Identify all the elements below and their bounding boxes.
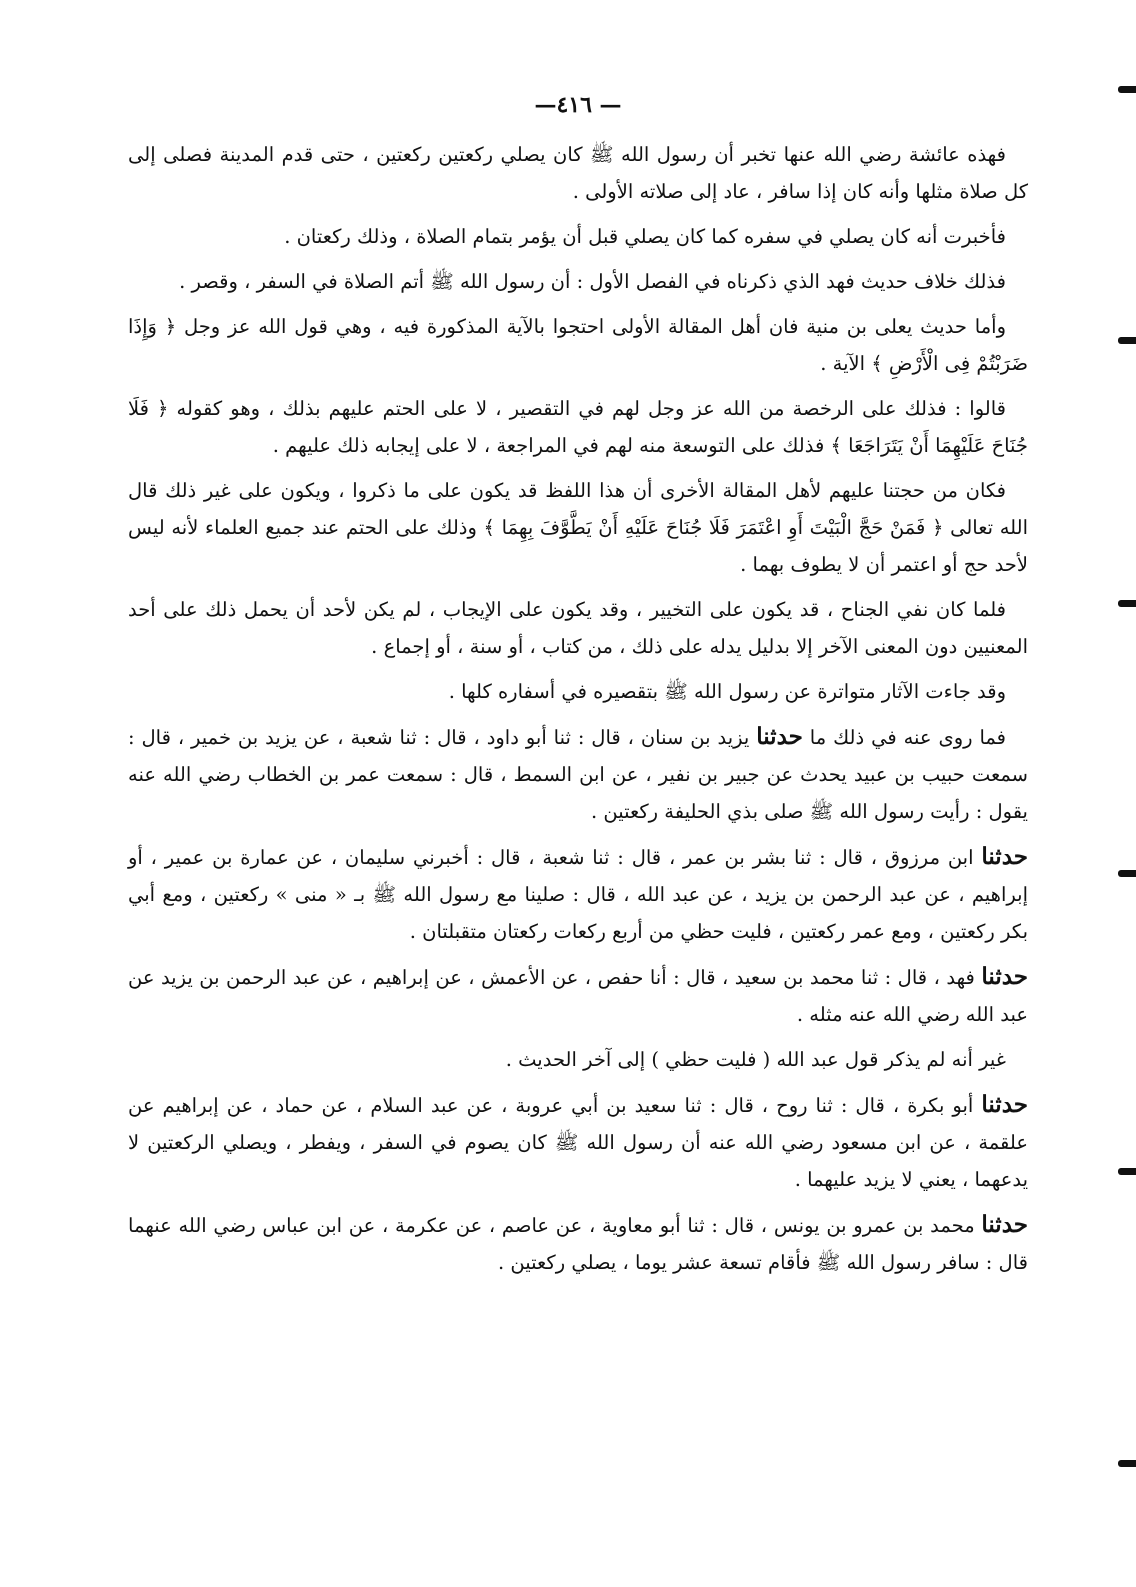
paragraph-9	[128, 718, 1028, 830]
paragraph-13	[128, 1086, 1028, 1198]
paragraph-14	[128, 1206, 1028, 1281]
paragraph-8	[128, 673, 1028, 710]
scan-edge-mark	[1118, 86, 1136, 93]
book-page	[128, 92, 1028, 1547]
paragraph-10	[128, 838, 1028, 950]
paragraph-text: وأما حديث يعلى بن منية فان أهل المقالة الأولى احتجوا بالآية المذكورة فيه ، وهي قول الله عز وجل ﴿ وَإِذَا ضَرَبْتُمْ فِى الْأَرْضِ ﴾ الآية .	[128, 315, 1028, 375]
paragraph-text: يزيد بن سنان ، قال : ثنا أبو داود ، قال : ثنا شعبة ، عن يزيد بن خمير ، قال : سمعت حبيب بن عبيد يحدث عن جبير بن نفير ، عن ابن السمط ، قال : سمعت عمر بن الخطاب رضي الله عنه يقول : رأيت رسول الله ﷺ صلى بذي الحليفة ركعتين .	[128, 726, 1028, 823]
paragraph-6	[128, 472, 1028, 583]
paragraph-text: أبو بكرة ، قال : ثنا روح ، قال : ثنا سعيد بن أبي عروبة ، عن عبد السلام ، عن حماد ، عن إبراهيم عن علقمة ، عن ابن مسعود رضي الله عنه أن رسول الله ﷺ كان يصوم في السفر ، ويفطر ، ويصلي الركعتين لا يدعهما ، يعني لا يزيد عليهما .	[128, 1094, 1028, 1191]
hadith-lead-word: حدثنا	[981, 963, 1029, 990]
paragraph-text: قالوا : فذلك على الرخصة من الله عز وجل لهم في التقصير ، لا على الحتم عليهم بذلك ، وهو كقوله ﴿ فَلَا جُنَاحَ عَلَيْهِمَا أَنْ يَتَرَاجَعَا ﴾ فذلك على التوسعة منه لهم في المراجعة ، لا على إيجابه ذلك عليهم .	[128, 397, 1028, 457]
paragraph-12	[128, 1041, 1028, 1078]
paragraph-3	[128, 263, 1028, 300]
hadith-lead-word: حدثنا	[981, 1091, 1028, 1118]
scan-edge-mark	[1118, 870, 1136, 877]
paragraph-text: فذلك خلاف حديث فهد الذي ذكرناه في الفصل الأول : أن رسول الله ﷺ أتم الصلاة في السفر ، وقصر .	[179, 270, 1006, 293]
paragraph-4	[128, 308, 1028, 382]
paragraph-text: فكان من حجتنا عليهم لأهل المقالة الأخرى أن هذا اللفظ قد يكون على ما ذكروا ، ويكون على غير ذلك قال الله تعالى ﴿ فَمَنْ حَجَّ الْبَيْتَ أَوِ اعْتَمَرَ فَلَا جُنَاحَ عَلَيْهِ أَنْ يَطَّوَّفَ بِهِمَا ﴾ وذلك على الحتم عند جميع العلماء لأنه ليس لأحد حج أو اعتمر أن لا يطوف بهما .	[128, 479, 1028, 576]
paragraph-text: فلما كان نفي الجناح ، قد يكون على التخيير ، وقد يكون على الإيجاب ، لم يكن لأحد أن يحمل ذلك على أحد المعنيين دون المعنى الآخر إلا بدليل يدله على ذلك ، من كتاب ، أو سنة ، أو إجماع .	[128, 598, 1028, 658]
paragraph-text: فهد ، قال : ثنا محمد بن سعيد ، قال : أنا حفص ، عن الأعمش ، عن إبراهيم ، عن عبد الرحمن بن يزيد عن عبد الله رضي الله عنه مثله .	[128, 966, 1028, 1026]
paragraph-11	[128, 958, 1028, 1033]
paragraph-5	[128, 390, 1028, 464]
paragraph-text: غير أنه لم يذكر قول عبد الله ( فليت حظي ) إلى آخر الحديث .	[505, 1048, 1006, 1071]
scan-edge-mark	[1118, 600, 1136, 607]
scan-edge-mark	[1118, 1460, 1136, 1467]
hadith-lead-word: حدثنا	[981, 843, 1028, 870]
paragraph-1	[128, 136, 1028, 210]
scan-edge-mark	[1118, 1168, 1136, 1175]
paragraph-7	[128, 591, 1028, 665]
paragraph-text: ابن مرزوق ، قال : ثنا بشر بن عمر ، قال : ثنا شعبة ، قال : أخبرني سليمان ، عن عمارة بن عمير ، أو إبراهيم ، عن عبد الرحمن بن يزيد ، عن عبد الله ، قال : صلينا مع رسول الله ﷺ بـ « منى » ركعتين ، ومع أبي بكر ركعتين ، ومع عمر ركعتين ، فليت حظي من أربع ركعات ركعتان متقبلتان .	[128, 846, 1028, 943]
hadith-lead-word: حدثنا	[756, 723, 803, 750]
scan-edge-mark	[1118, 337, 1136, 344]
paragraph-text: محمد بن عمرو بن يونس ، قال : ثنا أبو معاوية ، عن عاصم ، عن عكرمة ، عن ابن عباس رضي الله عنهما قال : سافر رسول الله ﷺ فأقام تسعة عشر يوما ، يصلي ركعتين .	[128, 1214, 1028, 1274]
paragraph-prefix: فما روى عنه في ذلك ما	[809, 726, 1007, 749]
paragraph-text: فهذه عائشة رضي الله عنها تخبر أن رسول الله ﷺ كان يصلي ركعتين ركعتين ، حتى قدم المدينة فصلى إلى كل صلاة مثلها وأنه كان إذا سافر ، عاد إلى صلاته الأولى .	[128, 143, 1028, 203]
paragraph-2	[128, 218, 1028, 255]
paragraph-text: فأخبرت أنه كان يصلي في سفره كما كان يصلي قبل أن يؤمر بتمام الصلاة ، وذلك ركعتان .	[284, 225, 1006, 248]
page-number: — ٤١٦—	[534, 92, 622, 118]
paragraph-text: وقد جاءت الآثار متواترة عن رسول الله ﷺ بتقصيره في أسفاره كلها .	[448, 680, 1006, 703]
hadith-lead-word: حدثنا	[981, 1211, 1028, 1238]
